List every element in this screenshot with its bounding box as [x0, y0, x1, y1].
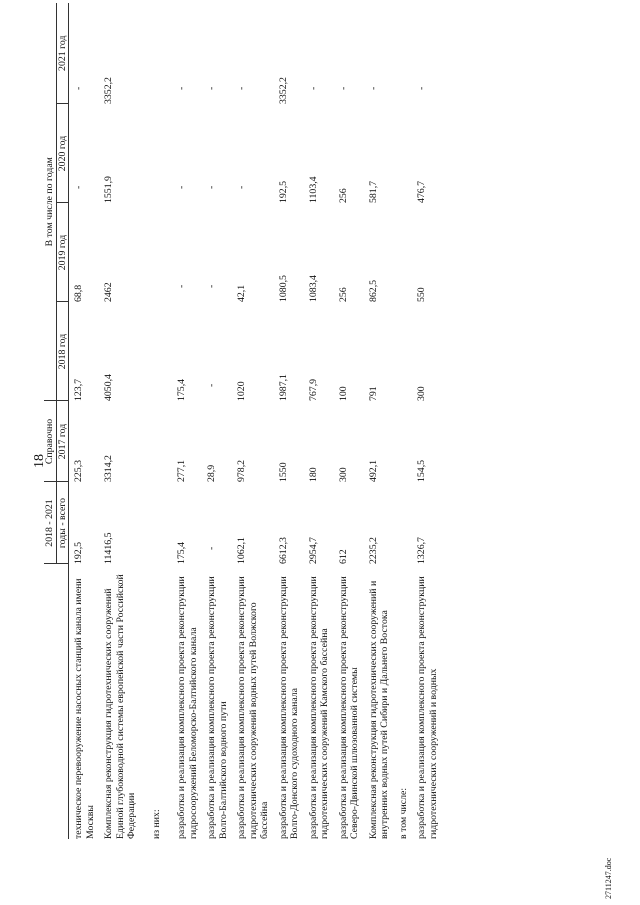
- header-total-bottom: годы - всего: [56, 482, 69, 564]
- cell-2021: -: [337, 86, 349, 90]
- cell-2021: -: [73, 86, 84, 90]
- cell-2018: [394, 302, 413, 401]
- header-reference-bottom: 2017 год: [56, 401, 69, 482]
- cell-2017: 3314,2: [103, 455, 114, 482]
- row-label: Комплексная реконструкция гидротехнических сооружений Единой глубоководной системы европейской части Российской Федерации: [103, 574, 137, 839]
- cell-total: 2235,2: [367, 537, 379, 564]
- cell-2020: 1103,4: [307, 176, 319, 203]
- cell-2017: 492,1: [367, 459, 379, 482]
- table-row: [99, 3, 141, 839]
- cell-2018: 4050,4: [103, 374, 114, 401]
- cell-2020: 476,7: [416, 180, 427, 203]
- document-code: 2711247.doc: [604, 857, 613, 899]
- cell-2017: 978,2: [236, 459, 247, 482]
- cell-2020: -: [176, 185, 187, 189]
- cell-2021: 3352,2: [277, 77, 289, 104]
- table-row: [202, 3, 232, 839]
- cell-total: 11416,5: [103, 532, 114, 564]
- table-row: [394, 3, 413, 839]
- cell-2020: -: [236, 185, 247, 189]
- cell-2019: 42,1: [236, 284, 247, 302]
- cell-2017: 277,1: [176, 459, 187, 482]
- cell-2018: -: [206, 383, 217, 387]
- cell-2021: [394, 3, 413, 104]
- cell-2018: 791: [367, 386, 379, 401]
- row-label: разработка и реализация комплексного проекта реконструкции Волго-Донского судоходного канала: [277, 576, 300, 839]
- cell-2017: 225,3: [73, 459, 84, 482]
- cell-2020: 581,7: [367, 180, 379, 203]
- cell-total: 6612,3: [277, 537, 289, 564]
- cell-2020: [141, 104, 173, 203]
- cell-2020: -: [206, 185, 217, 189]
- cell-total: 2954,7: [307, 537, 319, 564]
- cell-2019: 862,5: [367, 279, 379, 302]
- header-year-2021: 2021 год: [56, 3, 69, 104]
- header-reference-top: Справочно: [44, 401, 56, 482]
- cell-2017: [141, 401, 173, 482]
- cell-total: -: [206, 546, 217, 550]
- row-label: техническое перевооружение насосных станций канала имени Москвы: [73, 578, 96, 839]
- cell-2019: 1080,5: [277, 275, 289, 302]
- cell-2017: 180: [307, 467, 319, 482]
- cell-2021: -: [236, 86, 247, 90]
- cell-2020: -: [73, 185, 84, 189]
- row-label: разработка и реализация комплексного проекта реконструкции гидротехнических сооружений водных путей Волжского бассейна: [236, 576, 270, 839]
- cell-2017: 300: [337, 467, 349, 482]
- table-row: [334, 3, 364, 839]
- row-label: Комплексная реконструкция гидротехнических сооружений и внутренних водных путей Сибири и Дальнего Востока: [367, 580, 390, 839]
- page-number: 18: [32, 454, 47, 468]
- cell-2020: 256: [337, 188, 349, 203]
- row-label: из них:: [150, 809, 162, 839]
- row-label: разработка и реализация комплексного проекта реконструкции Северо-Двинской шлюзованной системы: [337, 576, 360, 839]
- cell-2018: 1020: [236, 381, 247, 401]
- cell-2018: 123,7: [73, 378, 84, 401]
- cell-total: 612: [337, 549, 349, 564]
- table-row: [364, 3, 394, 839]
- table-row: [232, 3, 274, 839]
- cell-2021: 3352,2: [103, 77, 114, 104]
- cell-2021: [141, 3, 173, 104]
- row-label: разработка и реализация комплексного проекта реконструкции гидротехнических сооружений Камского бассейна: [307, 576, 330, 839]
- cell-2019: 256: [337, 287, 349, 302]
- header-years-title: В том числе по годам: [44, 3, 56, 401]
- table-row: [69, 3, 100, 839]
- cell-2018: 1987,1: [277, 374, 289, 401]
- cell-2019: [394, 203, 413, 302]
- cell-2019: -: [206, 284, 217, 288]
- cell-2017: [394, 401, 413, 482]
- cell-total: 192,5: [73, 541, 84, 564]
- table-row: [172, 3, 202, 839]
- header-total-top: 2018 - 2021: [44, 482, 56, 564]
- cell-2018: 767,9: [307, 378, 319, 401]
- header-year-2020: 2020 год: [56, 104, 69, 203]
- cell-2017: 1550: [277, 462, 289, 482]
- header-blank: [44, 564, 69, 839]
- funding-table: [44, 3, 442, 839]
- cell-total: 1062,1: [236, 537, 247, 564]
- cell-2018: [141, 302, 173, 401]
- cell-2020: [394, 104, 413, 203]
- cell-2019: 68,8: [73, 284, 84, 302]
- cell-2018: 300: [416, 386, 427, 401]
- row-label: разработка и реализация комплексного проекта реконструкции Волго-Балтийского водного пути: [206, 576, 229, 839]
- cell-2018: 100: [337, 386, 349, 401]
- cell-total: [394, 482, 413, 564]
- cell-total: 175,4: [176, 541, 187, 564]
- header-year-2018: 2018 год: [56, 302, 69, 401]
- cell-2020: 1551,9: [103, 176, 114, 203]
- cell-2019: [141, 203, 173, 302]
- cell-2021: -: [416, 86, 427, 90]
- cell-2019: 2462: [103, 282, 114, 302]
- header-year-2019: 2019 год: [56, 203, 69, 302]
- row-label: разработка и реализация комплексного проекта реконструкции гидросооружений Беломорско-Балтийского канала: [176, 576, 199, 839]
- cell-2017: 28,9: [206, 464, 217, 482]
- cell-2021: -: [307, 86, 319, 90]
- table-row: [274, 3, 304, 839]
- cell-total: [141, 482, 173, 564]
- table-row: [141, 3, 173, 839]
- table-row: [412, 3, 442, 839]
- cell-2018: 175,4: [176, 378, 187, 401]
- table-row: [304, 3, 334, 839]
- row-label: в том числе:: [397, 787, 409, 839]
- cell-2019: 1083,4: [307, 275, 319, 302]
- row-label: разработка и реализация комплексного проекта реконструкции гидротехнических сооружений и водных: [416, 576, 439, 839]
- cell-2020: 192,5: [277, 180, 289, 203]
- cell-2021: -: [176, 86, 187, 90]
- cell-2017: 154,5: [416, 459, 427, 482]
- cell-2019: 550: [416, 287, 427, 302]
- cell-2019: -: [176, 284, 187, 288]
- cell-total: 1326,7: [416, 537, 427, 564]
- cell-2021: -: [206, 86, 217, 90]
- cell-2021: -: [367, 86, 379, 90]
